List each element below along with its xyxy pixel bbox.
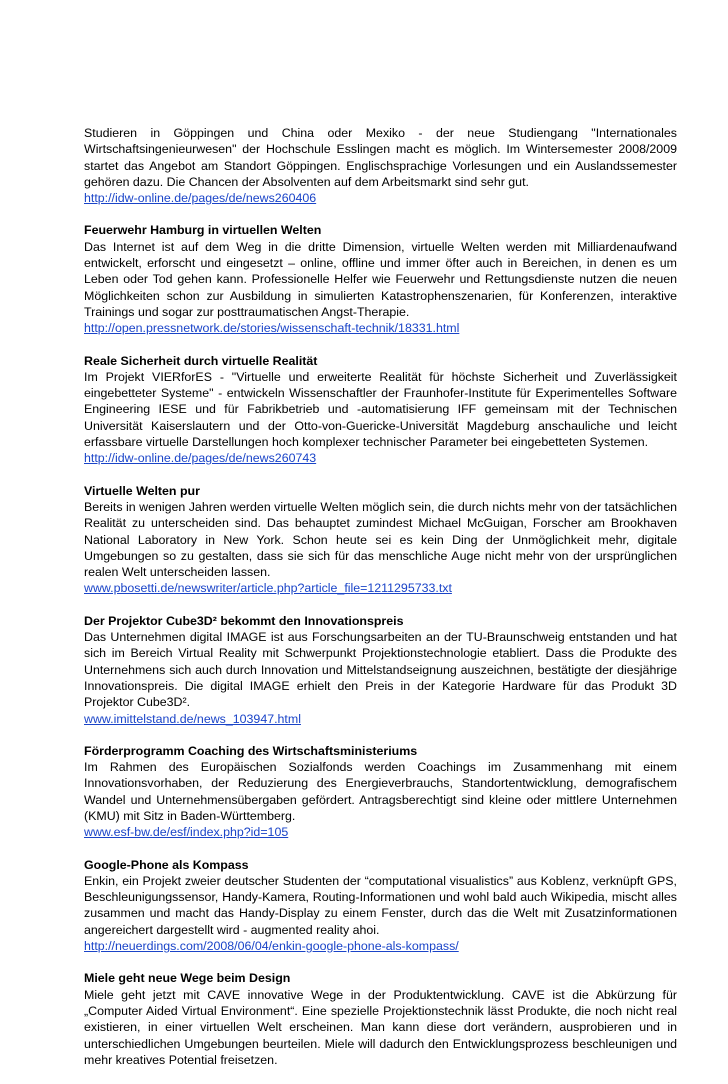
article-foerderprogramm [84, 743, 677, 841]
article-virtuelle-welten [84, 483, 677, 597]
article-body: Im Rahmen des Europäischen Sozialfonds werden Coachings im Zusammenhang mit einem Innovationsvorhaben, der Reduzierung des Energieverbrauchs, Standortentwicklung, demografischem Wandel und Unternehmensübergaben gefördert. Antragsberechtigt sind kleine oder mittlere Unternehmen (KMU) mit Sitz in Baden-Württemberg. [84, 760, 677, 823]
article-feuerwehr [84, 222, 677, 336]
article-link[interactable]: www.imittelstand.de/news_103947.html [84, 711, 301, 726]
article-miele [84, 970, 677, 1068]
document-page [84, 125, 677, 1084]
article-body: Bereits in wenigen Jahren werden virtuelle Welten möglich sein, die durch nichts mehr von der tatsächlichen Realität zu unterscheiden sind. Das behauptet zumindest Michael McGuigan, Forscher am Brookhaven National Laboratory in New York. Schon heute sei es kein Ding der Unmöglichkeit mehr, digitale Umgebungen so zu gestalten, dass sie sich für das menschliche Auge nicht mehr von der ursprünglichen realen Welt unterscheiden lassen. [84, 499, 677, 580]
article-headline: Der Projektor Cube3D² bekommt den Innovationspreis [84, 613, 404, 628]
article-body: Miele geht jetzt mit CAVE innovative Wege in der Produktentwicklung. CAVE ist die Abkürzung für „Computer Aided Virtual Environment“. Eine spezielle Projektionstechnik lässt Produkte, die noch nicht real existieren, in einer virtuellen Welt erscheinen. Man kann diese dort verändern, ausprobieren und in unterschiedlichen Umgebungen beurteilen. Miele will dadurch den Entwicklungsprozess beschleunigen und mehr kreatives Potential freisetzen. [84, 987, 677, 1067]
article-link[interactable]: http://idw-online.de/pages/de/news260743 [84, 451, 317, 466]
article-studiengang [84, 125, 677, 206]
article-body: Enkin, ein Projekt zweier deutscher Studenten der “computational visualistics” aus Koblenz, verknüpft GPS, Beschleunigungssensor, Handy-Kamera, Routing-Informationen und wohl bald auch Wikipedia, mischt alles zusammen und macht das Handy-Display zu einem Fenster, durch das die Welt mit Zusatzinformationen angereichert dargestellt wird - augmented reality ahoi. [84, 873, 677, 937]
article-headline: Miele geht neue Wege beim Design [84, 971, 291, 986]
article-link[interactable]: www.pbosetti.de/newswriter/article.php?article_file=1211295733.txt [84, 581, 452, 596]
article-headline: Reale Sicherheit durch virtuelle Realität [84, 353, 318, 368]
article-link[interactable]: http://neuerdings.com/2008/06/04/enkin-google-phone-als-kompass/ [84, 939, 459, 954]
article-body: Das Internet ist auf dem Weg in die dritte Dimension, virtuelle Welten werden mit Milliardenaufwand entwickelt, erforscht und eingesetzt – online, offline und immer öfter auch in Bereichen, in denen es um Leben oder Tod gehen kann. Professionelle Helfer wie Feuerwehr und Rettungsdienste nutzen die neuen Möglichkeiten schon zur Ausbildung in simulierten Katastrophenszenarien, für Konferenzen, interaktive Trainings und sogar zur posttraumatischen Angst-Therapie. [84, 239, 677, 319]
article-headline: Virtuelle Welten pur [84, 483, 200, 498]
article-projektor [84, 613, 677, 727]
article-headline: Förderprogramm Coaching des Wirtschaftsministeriums [84, 743, 418, 758]
article-link[interactable]: www.esf-bw.de/esf/index.php?id=105 [84, 825, 289, 840]
article-sicherheit [84, 353, 677, 467]
article-body: Studieren in Göppingen und China oder Mexiko - der neue Studiengang "Internationales Wirtschaftsingenieurwesen" der Hochschule Esslingen macht es möglich. Im Wintersemester 2008/2009 startet das Angebot am Standort Göppingen. Englischsprachige Vorlesungen und ein Auslandssemester gehören dazu. Die Chancen der Absolventen auf dem Arbeitsmarkt sind sehr gut. [84, 126, 677, 189]
article-google-phone [84, 857, 677, 955]
article-headline: Google-Phone als Kompass [84, 857, 249, 872]
article-body: Das Unternehmen digital IMAGE ist aus Forschungsarbeiten an der TU-Braunschweig entstanden und hat sich im Bereich Virtual Reality mit Schwerpunkt Projektionstechnologie etabliert. Dass die Produkte des Unternehmens sich auch durch Innovation und Mittelstandseignung auszeichnen, bestätigte der diesjährige Innovationspreis. Die digital IMAGE erhielt den Preis in der Kategorie Hardware für das Produkt 3D Projektor Cube3D². [84, 630, 677, 710]
article-body: Im Projekt VIERforES - "Virtuelle und erweiterte Realität für höchste Sicherheit und Zuverlässigkeit eingebetteter Systeme" - entwickeln Wissenschaftler der Fraunhofer-Institute für Experimentelles Software Engineering IESE und für Fabrikbetrieb und -automatisierung IFF gemeinsam mit der Technischen Universität Kaiserslautern und der Otto-von-Guericke-Universität Magdeburg anschauliche und leicht erfassbare virtuelle Darstellungen hoch komplexer technischer Parameter bei eingebetteten Systemen. [84, 369, 677, 450]
article-link[interactable]: http://open.pressnetwork.de/stories/wissenschaft-technik/18331.html [84, 321, 460, 336]
article-headline: Feuerwehr Hamburg in virtuellen Welten [84, 223, 322, 238]
article-link[interactable]: http://idw-online.de/pages/de/news260406 [84, 191, 317, 206]
